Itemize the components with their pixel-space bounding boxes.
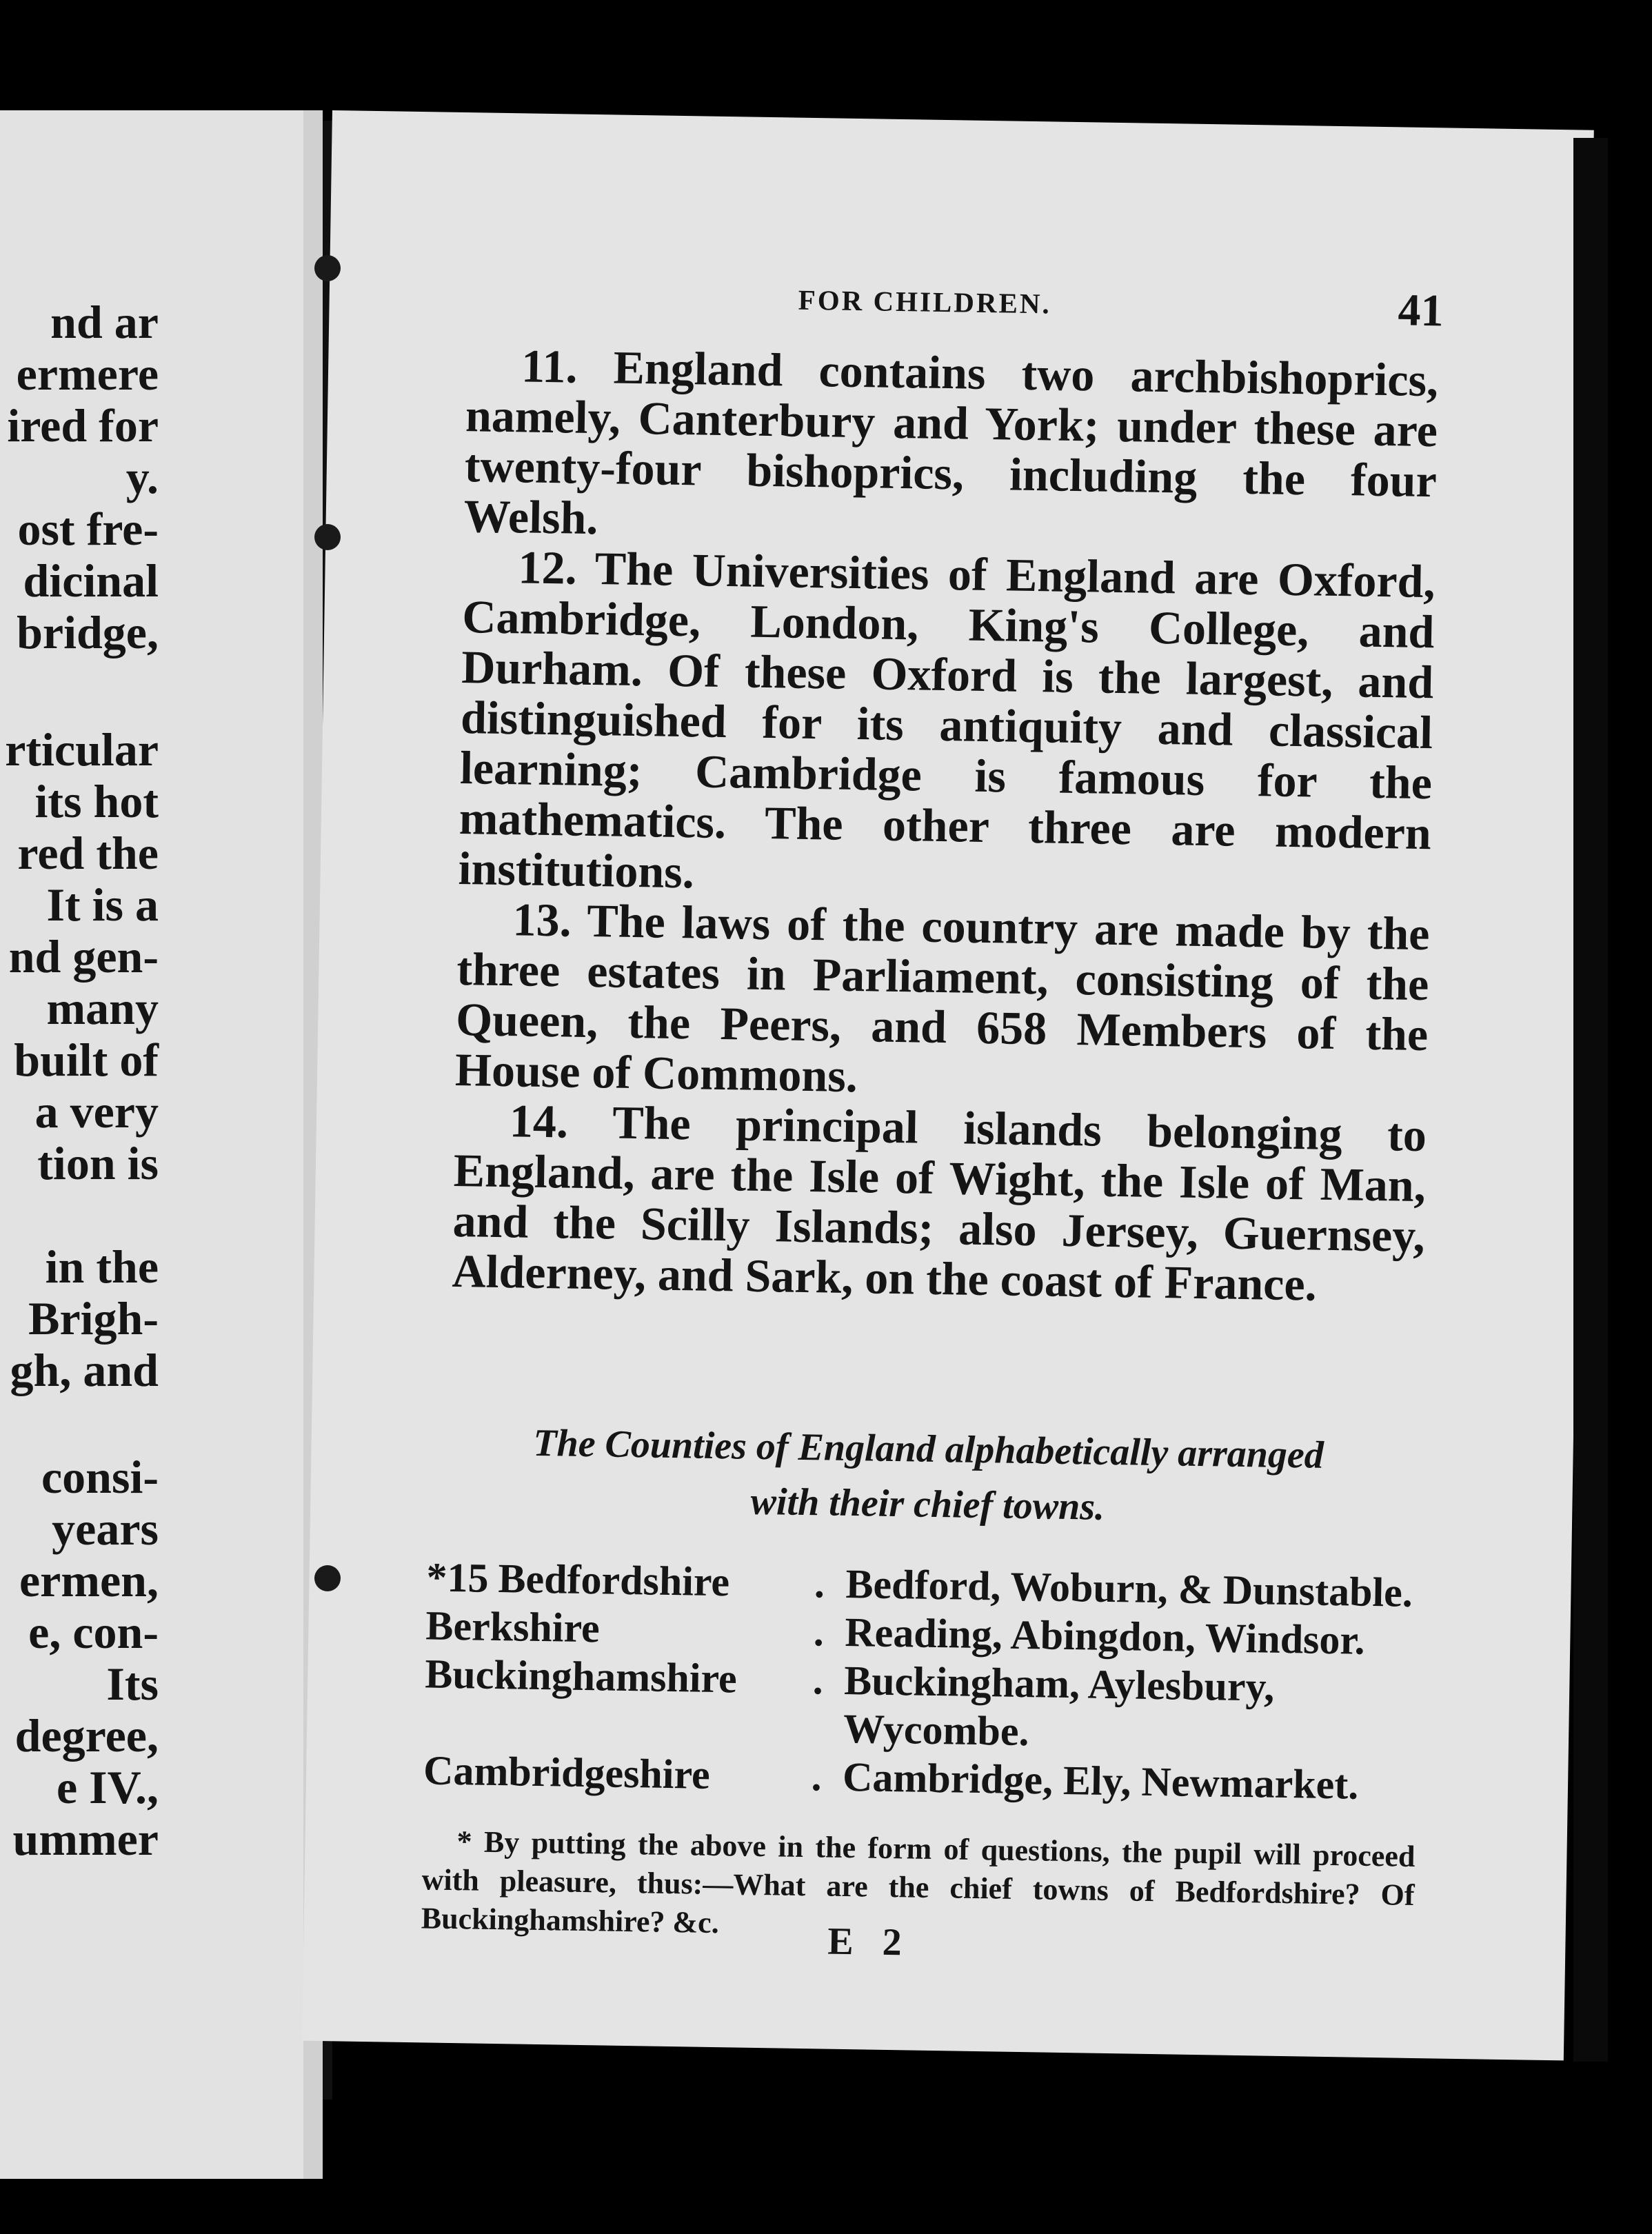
body-text (452, 340, 1439, 1311)
left-page (0, 110, 303, 2179)
county-name: Berkshire (425, 1602, 601, 1651)
county-row (424, 1649, 1418, 1762)
left-page-fragment: in the (45, 1240, 159, 1293)
leader-dot: . (812, 1657, 824, 1703)
binding-thread-mark (314, 255, 341, 281)
left-page-fragment: It is a (46, 878, 159, 931)
left-page-fragment: y. (125, 451, 159, 503)
left-page-fragment: dicinal (23, 554, 159, 607)
signature-mark: E 2 (827, 1920, 912, 1964)
left-page-fragment: its hot (34, 775, 159, 827)
left-page-fragment: degree, (14, 1709, 159, 1762)
paragraph-marker: *15 (426, 1554, 490, 1601)
left-page-fragment: built of (14, 1034, 159, 1086)
paragraph-12: 12. The Universities of England are Oxford, Cambridge, London, King's College, and Durham. Of these Oxford is the largest, and distinguished for its antiquity and classical learning; Cambridge is famous for the mathematics. The other three are modern institutions. (458, 541, 1436, 898)
paragraph-11: 11. England contains two archbishoprics, namely, Canterbury and York; under these are twenty-four bishoprics, including the four Welsh. (463, 339, 1439, 545)
left-page-fragment: tion is (37, 1137, 159, 1189)
chief-towns: Bedford, Woburn, & Dunstable. (845, 1560, 1413, 1616)
leader-dot: . (811, 1753, 823, 1800)
leader-dot: . (814, 1560, 825, 1607)
county-name: Cambridgeshire (423, 1747, 711, 1798)
left-page-fragment: e IV., (57, 1761, 159, 1813)
left-page-fragment: Brigh- (28, 1292, 159, 1345)
left-page-fragment: nd gen- (8, 930, 159, 983)
county-name: Bedfordshire (498, 1556, 730, 1605)
left-page-fragment: ermere (16, 348, 159, 400)
left-page-fragment: rticular (5, 723, 159, 776)
right-page (302, 110, 1594, 2060)
left-page-fragment: a very (34, 1085, 159, 1138)
running-head: FOR CHILDREN. (798, 283, 1052, 320)
left-page-fragment: ummer (12, 1813, 159, 1865)
left-page-fragment: years (52, 1502, 159, 1555)
section-heading-line-1: The Counties of England alphabetically arranged (532, 1421, 1324, 1477)
left-page-fragment: ired for (7, 399, 159, 452)
county-list (423, 1553, 1420, 1810)
left-page-fragment: Its (106, 1658, 159, 1710)
left-page-fragment: ost fre- (17, 503, 159, 555)
binding-thread-mark (314, 524, 341, 550)
left-page-fragment: gh, and (10, 1344, 159, 1396)
paragraph-14: 14. The principal islands belonging to England, are the Isle of Wight, the Isle of Man, and the Scilly Islands; also Jersey, Guernsey, Alderney, and Sark, on the coast of France. (451, 1094, 1427, 1311)
left-page-fragment: bridge, (17, 606, 159, 658)
left-page-fragment: e, con- (28, 1606, 159, 1658)
left-page-fragment: ermen, (19, 1554, 159, 1607)
page-edge-shadow (1573, 138, 1608, 2062)
chief-towns: Reading, Abingdon, Windsor. (844, 1609, 1366, 1663)
leader-dot: . (813, 1609, 825, 1655)
left-page-fragment: red the (17, 827, 159, 879)
county-name: Buckinghamshire (424, 1651, 738, 1702)
binding-thread-mark (314, 1565, 341, 1591)
left-page-fragment: many (46, 982, 159, 1034)
chief-towns: Buckingham, Aylesbury, Wycombe. (843, 1657, 1275, 1755)
section-heading (434, 1414, 1422, 1540)
left-page-fragment: consi- (41, 1451, 159, 1503)
chief-towns: Cambridge, Ely, Newmarket. (842, 1753, 1359, 1808)
footnote: * By putting the above in the form of questions, the pupil will proceed with pleasure, thus:—What are the chief towns of Bedfordshire? Of Buckinghamshire? &c. (421, 1824, 1416, 1940)
left-page-fragment: nd ar (50, 296, 159, 348)
section-heading-line-2: with their chief towns. (750, 1480, 1105, 1529)
paragraph-13: 13. The laws of the country are made by the three estates in Parliament, consisting of the Queen, the Peers, and 658 Members of the House of Commons. (454, 893, 1431, 1103)
page-number: 41 (1398, 285, 1444, 336)
